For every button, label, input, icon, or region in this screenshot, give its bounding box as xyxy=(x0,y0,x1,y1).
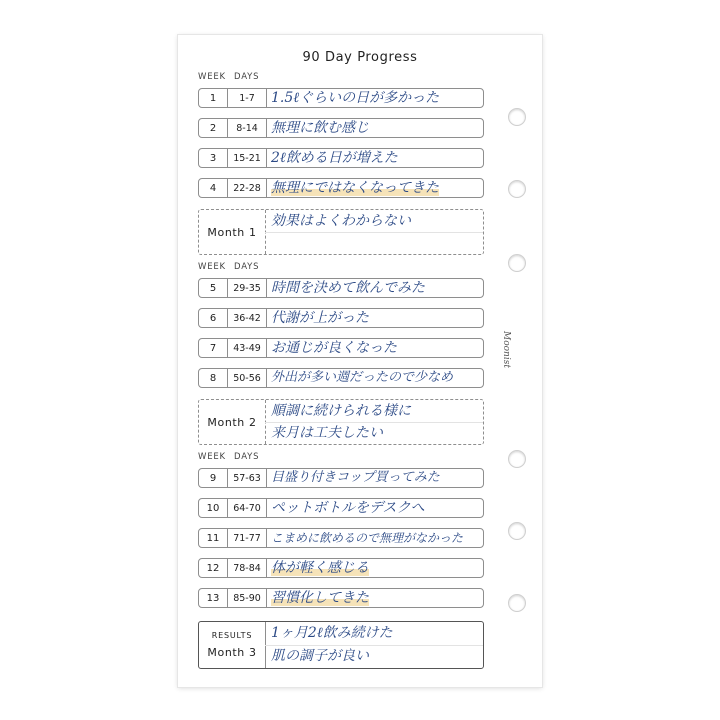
handwritten-note: こまめに飲めるので無理がなかった xyxy=(271,531,464,545)
week-row-11 xyxy=(198,528,484,548)
days-range: 43-49 xyxy=(227,339,267,357)
days-range: 1-7 xyxy=(227,89,267,107)
planner-sheet xyxy=(178,35,542,687)
month-1-box xyxy=(198,209,484,255)
week-row-8 xyxy=(198,368,484,388)
binder-hole xyxy=(508,522,526,540)
week-row-12 xyxy=(198,558,484,578)
page-title: 90 Day Progress xyxy=(302,50,418,65)
binder-hole xyxy=(508,254,526,272)
days-header-3: DAYS xyxy=(234,452,260,462)
handwritten-note: 時間を決めて飲んでみた xyxy=(271,280,425,296)
week-number: 5 xyxy=(209,282,217,294)
week-row-7 xyxy=(198,338,484,358)
results-label: RESULTS xyxy=(211,631,253,640)
days-range: 71-77 xyxy=(227,529,267,547)
handwritten-note: 体が軽く感じる xyxy=(271,560,369,576)
days-range: 50-56 xyxy=(227,369,267,387)
month-2-note-line-1: 順調に続けられる様に xyxy=(271,403,411,419)
month-2-note-line-2: 来月は工夫したい xyxy=(271,425,383,441)
week-number: 6 xyxy=(209,312,217,324)
week-number: 3 xyxy=(209,152,217,164)
week-number: 13 xyxy=(206,592,220,604)
month-1-label: Month 1 xyxy=(199,210,266,254)
handwritten-note: 2ℓ飲める日が増えた xyxy=(271,150,398,166)
binder-hole xyxy=(508,108,526,126)
month-2-label: Month 2 xyxy=(199,400,266,444)
handwritten-note: 習慣化してきた xyxy=(271,590,369,606)
handwritten-note: 1.5ℓぐらいの日が多かった xyxy=(271,90,440,106)
week-row-5 xyxy=(198,278,484,298)
week-number: 12 xyxy=(206,562,220,574)
binder-hole xyxy=(508,594,526,612)
binder-hole xyxy=(508,450,526,468)
handwritten-note: ペットボトルをデスクへ xyxy=(271,500,425,516)
days-header-1: DAYS xyxy=(234,72,260,82)
days-range: 85-90 xyxy=(227,589,267,607)
handwritten-note: 無理に飲む感じ xyxy=(271,120,369,136)
results-label-group xyxy=(199,622,266,668)
week-number: 11 xyxy=(206,532,220,544)
month-3-note-line-2: 肌の調子が良い xyxy=(271,648,369,664)
week-number: 1 xyxy=(209,92,217,104)
month-2-box xyxy=(198,399,484,445)
week-number: 4 xyxy=(209,182,217,194)
week-number: 8 xyxy=(209,372,217,384)
days-range: 15-21 xyxy=(227,149,267,167)
brand-logo: Moonist xyxy=(501,331,511,368)
binder-hole xyxy=(508,180,526,198)
week-number: 10 xyxy=(206,502,220,514)
week-row-13 xyxy=(198,588,484,608)
results-box xyxy=(198,621,484,669)
week-header-3: WEEK xyxy=(198,452,226,462)
week-header-2: WEEK xyxy=(198,262,226,272)
week-number: 7 xyxy=(209,342,217,354)
week-row-1 xyxy=(198,88,484,108)
handwritten-note: お通じが良くなった xyxy=(271,340,397,356)
handwritten-note: 無理にではなくなってきた xyxy=(271,180,439,196)
days-range: 57-63 xyxy=(227,469,267,487)
days-range: 36-42 xyxy=(227,309,267,327)
week-row-4 xyxy=(198,178,484,198)
handwritten-note: 目盛り付きコップ買ってみた xyxy=(271,470,440,485)
ruled-line xyxy=(265,232,483,233)
week-row-10 xyxy=(198,498,484,518)
week-number: 9 xyxy=(209,472,217,484)
days-range: 64-70 xyxy=(227,499,267,517)
days-header-2: DAYS xyxy=(234,262,260,272)
month-1-note-line-1: 効果はよくわからない xyxy=(271,213,411,229)
week-number: 2 xyxy=(209,122,217,134)
week-row-6 xyxy=(198,308,484,328)
handwritten-note: 代謝が上がった xyxy=(271,310,369,326)
days-range: 29-35 xyxy=(227,279,267,297)
week-header-1: WEEK xyxy=(198,72,226,82)
month-3-note-line-1: 1ヶ月2ℓ飲み続けた xyxy=(271,625,393,641)
handwritten-note: 外出が多い週だったので少なめ xyxy=(271,370,454,385)
week-row-3 xyxy=(198,148,484,168)
days-range: 78-84 xyxy=(227,559,267,577)
month-3-label: Month 3 xyxy=(207,646,257,659)
week-row-2 xyxy=(198,118,484,138)
days-range: 22-28 xyxy=(227,179,267,197)
week-row-9 xyxy=(198,468,484,488)
days-range: 8-14 xyxy=(227,119,267,137)
